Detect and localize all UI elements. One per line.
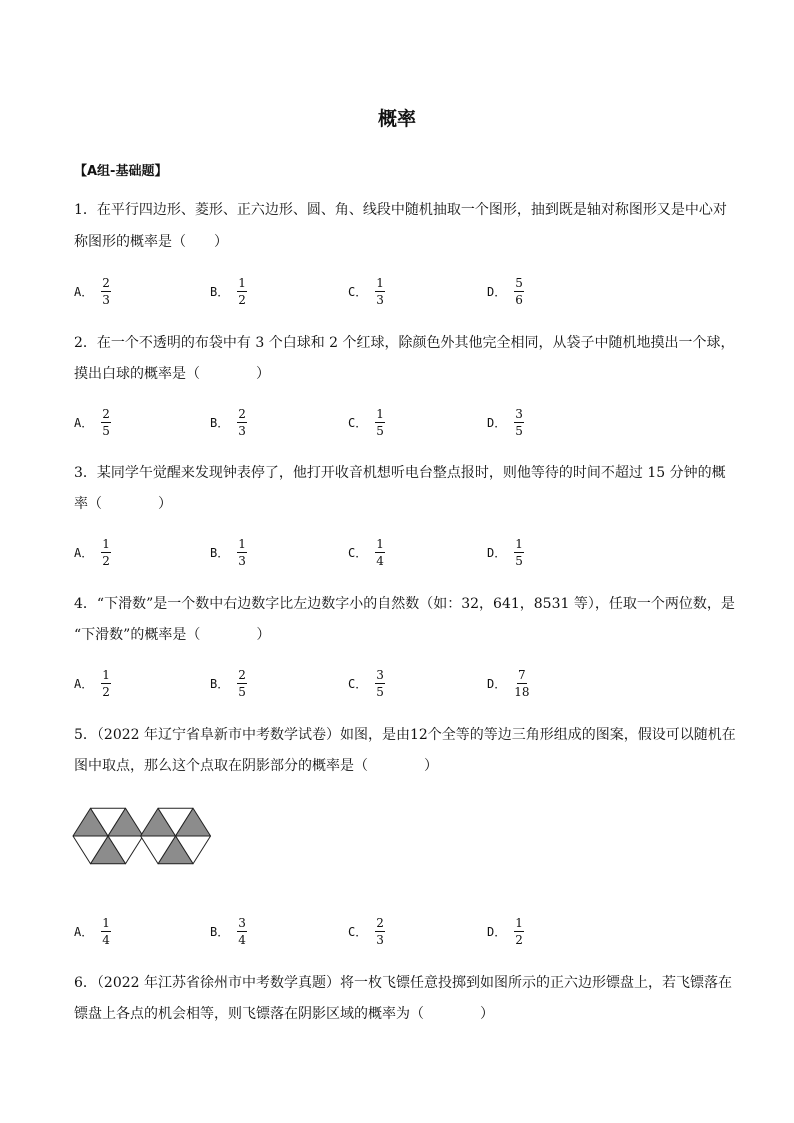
fraction [237,668,247,699]
option-b[interactable] [210,668,247,699]
fraction [375,276,385,307]
option-c[interactable] [348,916,385,947]
question-1-options [74,276,734,310]
option-d[interactable] [487,668,530,699]
option-label: D． [487,925,507,939]
option-label: D． [487,546,507,560]
fraction-denominator: 18 [514,685,530,699]
fraction [101,407,111,438]
option-label: D． [487,285,507,299]
fraction-numerator: 1 [102,916,110,930]
question-4-line-2: “下滑数”的概率是（ ） [74,627,271,643]
option-d[interactable] [487,407,524,438]
fraction-denominator: 2 [102,685,110,699]
fraction [514,407,524,438]
question-1-line-1: 1．在平行四边形、菱形、正六边形、圆、角、线段中随机抽取一个图形，抽到既是轴对称图形又是中心对 [74,202,727,218]
option-a[interactable] [74,276,111,307]
fraction-denominator: 5 [238,685,246,699]
option-a[interactable] [74,537,111,568]
question-2-options [74,407,734,441]
fraction [237,537,247,568]
question-5-line-1: 5．（2022 年辽宁省阜新市中考数学试卷）如图，是由12个全等的等边三角形组成的图案，假设可以随机在 [74,727,736,743]
option-label: B． [210,925,230,939]
option-label: A． [74,546,94,560]
option-label: A． [74,285,94,299]
triangle-pattern-figure [72,803,214,869]
option-b[interactable] [210,916,247,947]
option-b[interactable] [210,537,247,568]
fraction [237,407,247,438]
fraction-denominator: 2 [102,554,110,568]
option-d[interactable] [487,537,524,568]
fraction-numerator: 1 [376,407,384,421]
option-c[interactable] [348,537,385,568]
fraction-numerator: 1 [102,537,110,551]
fraction-denominator: 3 [376,293,384,307]
option-label: B． [210,677,230,691]
fraction-numerator: 1 [102,668,110,682]
fraction-denominator: 6 [515,293,523,307]
fraction-numerator: 3 [238,916,246,930]
option-c[interactable] [348,407,385,438]
fraction-denominator: 5 [376,685,384,699]
fraction-numerator: 2 [376,916,384,930]
question-4-options [74,668,734,702]
fraction-numerator: 1 [238,537,246,551]
option-label: C． [348,546,368,560]
option-label: B． [210,546,230,560]
fraction-denominator: 2 [238,293,246,307]
fraction-denominator: 3 [238,554,246,568]
option-b[interactable] [210,407,247,438]
option-a[interactable] [74,916,111,947]
option-b[interactable] [210,276,247,307]
option-a[interactable] [74,407,111,438]
question-5-options [74,916,734,950]
fraction-denominator: 5 [515,424,523,438]
fraction-numerator: 1 [376,537,384,551]
question-2-line-1: 2．在一个不透明的布袋中有 3 个白球和 2 个红球，除颜色外其他完全相同，从袋子中随机地摸出一个球， [74,335,735,351]
fraction-numerator: 1 [238,276,246,290]
fraction [237,276,247,307]
option-d[interactable] [487,916,524,947]
option-label: C． [348,416,368,430]
fraction [514,916,524,947]
fraction-numerator: 2 [102,276,110,290]
fraction [101,276,111,307]
fraction-numerator: 5 [515,276,523,290]
fraction-numerator: 1 [515,537,523,551]
fraction-denominator: 5 [102,424,110,438]
option-c[interactable] [348,276,385,307]
option-label: C． [348,925,368,939]
question-5-line-2: 图中取点，那么这个点取在阴影部分的概率是（ ） [74,758,438,774]
fraction-denominator: 2 [515,933,523,947]
question-1-line-2: 称图形的概率是（ ） [74,234,228,250]
fraction [514,537,524,568]
option-label: C． [348,285,368,299]
fraction-denominator: 5 [515,554,523,568]
fraction [375,668,385,699]
fraction [375,537,385,568]
option-label: C． [348,677,368,691]
question-6-line-1: 6．（2022 年江苏省徐州市中考数学真题）将一枚飞镖任意投掷到如图所示的正六边形镖盘上，若飞镖落在 [74,975,732,991]
fraction-denominator: 5 [376,424,384,438]
option-a[interactable] [74,668,111,699]
option-label: B． [210,416,230,430]
option-label: A． [74,677,94,691]
question-2-line-2: 摸出白球的概率是（ ） [74,366,270,382]
question-3-line-2: 率（ ） [74,496,172,512]
fraction-denominator: 3 [238,424,246,438]
option-label: A． [74,925,94,939]
fraction-denominator: 3 [102,293,110,307]
option-d[interactable] [487,276,524,307]
fraction-numerator: 7 [518,668,526,682]
fraction-numerator: 2 [238,668,246,682]
fraction-numerator: 2 [238,407,246,421]
fraction [101,916,111,947]
question-3-line-1: 3．某同学午觉醒来发现钟表停了，他打开收音机想听电台整点报时，则他等待的时间不超过 15 分钟的概 [74,465,726,481]
section-heading: 【A组-基础题】 [74,164,168,179]
page-title: 概率 [377,108,416,130]
fraction-numerator: 1 [376,276,384,290]
fraction [514,668,529,699]
fraction [101,537,111,568]
option-label: D． [487,416,507,430]
option-label: D． [487,677,507,691]
question-3-options [74,537,734,571]
question-6-line-2: 镖盘上各点的机会相等，则飞镖落在阴影区域的概率为（ ） [74,1006,494,1022]
fraction-numerator: 3 [376,668,384,682]
fraction-numerator: 2 [102,407,110,421]
fraction [514,276,524,307]
fraction [237,916,247,947]
fraction-denominator: 4 [102,933,110,947]
fraction [375,407,385,438]
fraction-denominator: 4 [238,933,246,947]
fraction [101,668,111,699]
triangle-group [73,808,211,863]
fraction-denominator: 3 [376,933,384,947]
fraction-numerator: 3 [515,407,523,421]
option-c[interactable] [348,668,385,699]
question-4-line-1: 4．“下滑数”是一个数中右边数字比左边数字小的自然数（如：32，641，8531 等），任取一个两位数，是 [74,596,735,612]
fraction-numerator: 1 [515,916,523,930]
fraction [375,916,385,947]
option-label: B． [210,285,230,299]
fraction-denominator: 4 [376,554,384,568]
option-label: A． [74,416,94,430]
